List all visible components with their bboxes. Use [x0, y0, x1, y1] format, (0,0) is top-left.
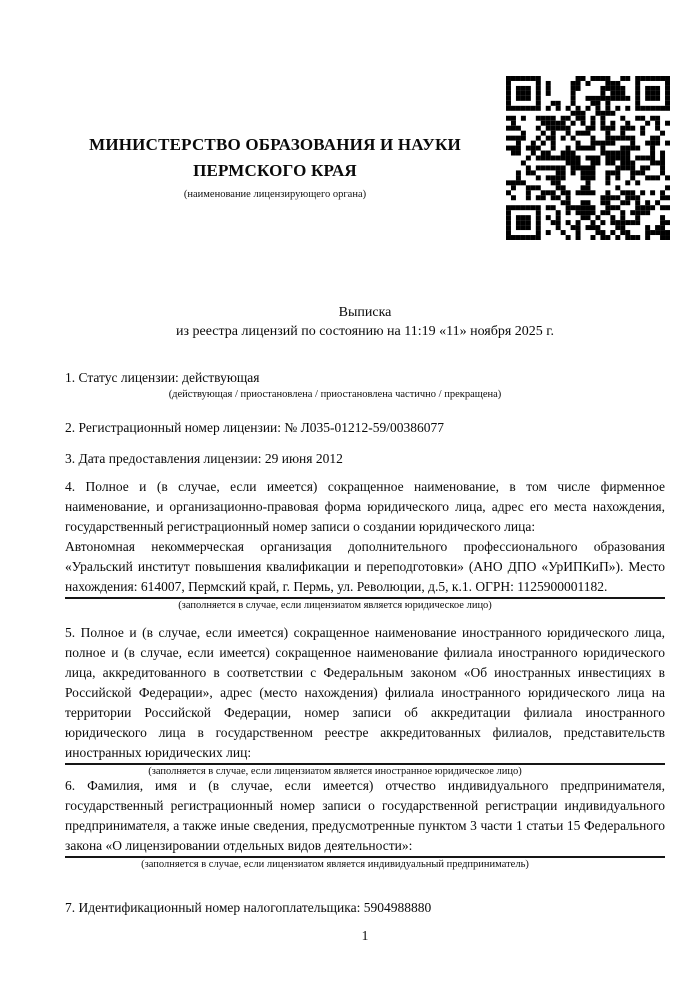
- legal-entity-caption: (заполняется в случае, если лицензиатом является юридическое лицо): [178, 600, 492, 611]
- grant-date-text: 3. Дата предоставления лицензии: 29 июня 2012: [65, 451, 343, 466]
- document-title-line1: Выписка: [338, 305, 392, 320]
- qr-code: [506, 76, 670, 240]
- license-status-caption: (действующая / приостановлена / приостановлена частично / прекращена): [168, 389, 502, 400]
- foreign-entity-caption: (заполняется в случае, если лицензиатом является иностранное юридическое лицо): [148, 766, 522, 777]
- registration-number-text: 2. Регистрационный номер лицензии: № Л035-01212-59/00386077: [65, 420, 445, 435]
- taxpayer-id-text: 7. Идентификационный номер налогоплательщика: 5904988880: [65, 900, 432, 915]
- legal-entity-label: 4. Полное и (в случае, если имеется) сокращенное наименование, в том числе фирменное наименование, и организационно-правовая форма юридического лица, адрес его места нахождения, государственный регистрационный номер записи о создании юридического лица:: [65, 479, 665, 534]
- document-title: [65, 303, 665, 341]
- licensing-authority-block: [60, 132, 490, 203]
- ministry-name-line1: МИНИСТЕРСТВО ОБРАЗОВАНИЯ И НАУКИ: [89, 135, 461, 154]
- item-taxpayer-id: [65, 898, 665, 918]
- ministry-caption: (наименование лицензирующего органа): [183, 189, 367, 200]
- item-entrepreneur: [65, 776, 665, 872]
- item-grant-date: [65, 449, 665, 469]
- license-status-text: 1. Статус лицензии: действующая: [65, 370, 260, 385]
- item-license-status: [65, 368, 665, 402]
- entrepreneur-label: 6. Фамилия, имя и (в случае, если имеется) отчество индивидуального предпринимателя, государственный регистрационный номер записи о государственной регистрации индивидуального предпринимателя, а также иные сведения, предусмотренные пунктом 3 части 1 статьи 15 Федерального закона «О лицензировании отдельных видов деятельности»:: [65, 778, 665, 853]
- item-legal-entity: [65, 477, 665, 613]
- qr-code-image: [506, 76, 670, 240]
- item-registration-number: [65, 418, 665, 438]
- ministry-name-line2: ПЕРМСКОГО КРАЯ: [193, 161, 357, 180]
- item-foreign-entity: [65, 623, 665, 779]
- entrepreneur-caption: (заполняется в случае, если лицензиатом является индивидуальный предприниматель): [141, 859, 529, 870]
- document-title-line2: из реестра лицензий по состоянию на 11:19 «11» ноября 2025 г.: [176, 324, 554, 339]
- legal-entity-value: Автономная некоммерческая организация дополнительного профессионального образования «Уральский институт повышения квалификации и переподготовки» (АНО ДПО «УрИПКиП»). Место нахождения: 614007, Пермский край, г. Пермь, ул. Революции, д.5, к.1. ОГРН: 1125900001182.: [65, 539, 665, 594]
- page-number: 1: [361, 928, 369, 943]
- foreign-entity-label: 5. Полное и (в случае, если имеется) сокращенное наименование иностранного юридического лица, полное и (в случае, если имеется) сокращенное наименование филиала иностранного юридического лица, аккредитованного в соответствии с Федеральным законом «Об иностранных инвестициях в Российской Федерации», адрес (место нахождения) филиала иностранного юридического лица на территории Российской Федерации, номер записи об аккредитации филиала иностранного юридического лица в государственном реестре аккредитованных филиалов, представительств иностранных юридических лиц:: [65, 625, 665, 760]
